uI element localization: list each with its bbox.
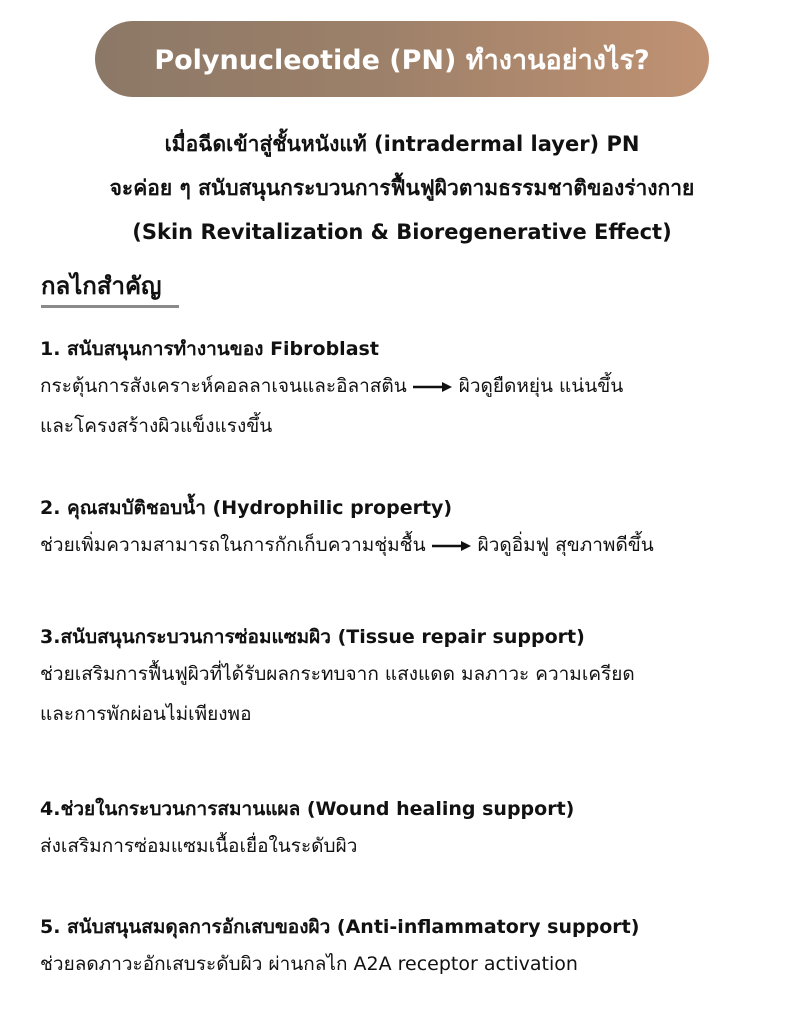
intro-block [0, 122, 804, 254]
mechanism-item-5 [40, 910, 780, 984]
item-description: ช่วยเสริมการฟื้นฟูผิวที่ได้รับผลกระทบจาก แสงแดด มลภาวะ ความเครียด [40, 663, 635, 685]
item-description [40, 525, 780, 565]
mechanism-item-1 [40, 332, 780, 446]
item-description-effect: ผิวดูอิ่มฟู สุขภาพดีขึ้น [477, 534, 654, 556]
section-heading-block [41, 269, 179, 308]
heading-underline [41, 305, 179, 308]
arrow-right-icon [413, 381, 453, 393]
page-title: Polynucleotide (PN) ทำงานอย่างไร? [154, 44, 650, 76]
arrow-right-icon [432, 540, 472, 552]
title-banner [95, 21, 709, 97]
item-description-cause: ช่วยเพิ่มความสามารถในการกักเก็บความชุ่มชื้น [40, 534, 426, 556]
mechanism-item-4 [40, 792, 780, 866]
intro-line-2: จะค่อย ๆ สนับสนุนกระบวนการฟื้นฟูผิวตามธรรมชาติของร่างกาย [109, 176, 695, 200]
item-description: ส่งเสริมการซ่อมแซมเนื้อเยื่อในระดับผิว [40, 835, 358, 857]
item-description: ช่วยลดภาวะอักเสบระดับผิว ผ่านกลไก A2A receptor activation [40, 953, 578, 975]
section-heading: กลไกสำคัญ [41, 272, 162, 300]
intro-line-3: (Skin Revitalization & Bioregenerative Effect) [132, 220, 672, 244]
item-title: 5. สนับสนุนสมดุลการอักเสบของผิว (Anti-inflammatory support) [40, 916, 640, 938]
mechanism-item-2 [40, 491, 780, 565]
item-title: 3.สนับสนุนกระบวนการซ่อมแซมผิว (Tissue repair support) [40, 626, 585, 648]
item-title: 4.ช่วยในกระบวนการสมานแผล (Wound healing support) [40, 798, 575, 820]
item-description-cause: กระตุ้นการสังเคราะห์คอลลาเจนและอิลาสติน [40, 375, 407, 397]
item-description-effect: ผิวดูยืดหยุ่น แน่นขึ้น [458, 375, 624, 397]
item-description [40, 366, 780, 406]
mechanism-item-3 [40, 620, 780, 734]
item-description-line-2: และโครงสร้างผิวแข็งแรงขึ้น [40, 415, 273, 437]
intro-line-1: เมื่อฉีดเข้าสู่ชั้นหนังแท้ (intradermal layer) PN [164, 132, 640, 156]
item-title: 1. สนับสนุนการทำงานของ Fibroblast [40, 338, 379, 360]
item-title: 2. คุณสมบัติชอบน้ำ (Hydrophilic property) [40, 497, 453, 519]
item-description-line-2: และการพักผ่อนไม่เพียงพอ [40, 703, 252, 725]
